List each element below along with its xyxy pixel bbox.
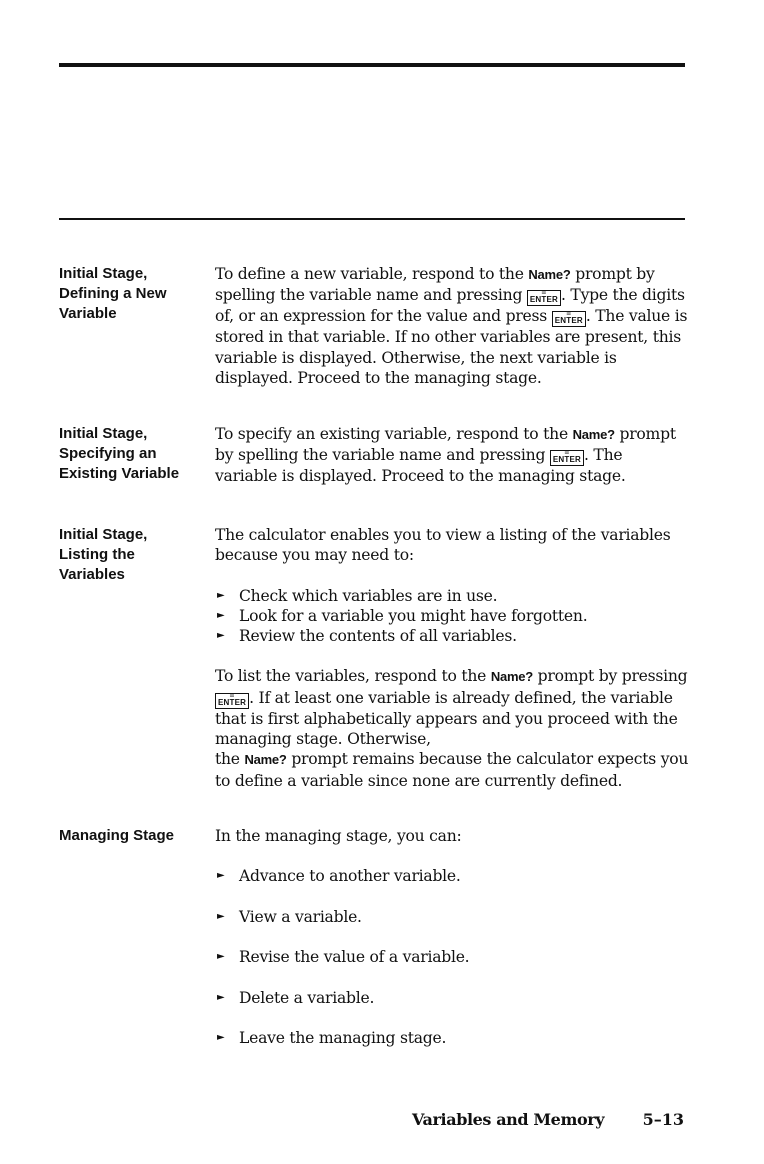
- enter-key-icon: = ENTER: [550, 450, 584, 466]
- section-heading: [59, 424, 209, 484]
- intro-text: The calculator enables you to view a listing of the variables because you may need to:: [215, 526, 671, 565]
- section-body: [215, 424, 689, 487]
- heading-line: Initial Stage,: [59, 526, 148, 543]
- top-rule-thin: [59, 218, 685, 220]
- heading-line: Variable: [59, 305, 117, 322]
- section-heading: [59, 525, 209, 585]
- body-text: prompt remains because the calculator expects you to define a variable since none are currently defined.: [215, 750, 689, 790]
- heading-line: Existing Variable: [59, 465, 180, 482]
- body-text: To list the variables, respond to the: [215, 667, 491, 686]
- list-item: ► Look for a variable you might have forgotten.: [215, 606, 689, 626]
- body-text: To define a new variable, respond to the: [215, 265, 529, 283]
- page-number: 5–13: [642, 1110, 684, 1129]
- list-item: ► Review the contents of all variables.: [215, 626, 689, 646]
- section-heading: [59, 826, 219, 846]
- intro-text: In the managing stage, you can:: [215, 827, 462, 845]
- body-text: . If at least one variable is already defined, the variable that is first alphabetically appears and you proceed with the managing stage. Otherwise,: [215, 688, 678, 749]
- bullet-list: [215, 586, 689, 647]
- body-text: . The variable is displayed. Proceed to the managing stage.: [215, 446, 626, 486]
- enter-key-icon: = ENTER: [552, 311, 586, 327]
- name-prompt-keyword: Name?: [244, 752, 287, 768]
- section-body: [215, 525, 689, 791]
- top-rule-thick: [59, 63, 685, 67]
- body-text: prompt by spelling the variable name and pressing: [215, 425, 676, 465]
- body-text: prompt by pressing: [532, 667, 688, 686]
- enter-key-icon: = ENTER: [215, 693, 249, 709]
- heading-line: Managing Stage: [59, 827, 175, 844]
- list-item: ► Check which variables are in use.: [215, 586, 689, 606]
- footer-title: Variables and Memory: [412, 1110, 605, 1129]
- body-text: prompt by spelling the variable name and pressing: [215, 265, 655, 305]
- body-text: . The value is stored in that variable. If no other variables are present, this variable is displayed. Otherwise, the next variable is displayed. Proceed to the managing stage.: [215, 307, 688, 387]
- heading-line: Listing the: [59, 546, 135, 563]
- heading-line: Specifying an: [59, 445, 157, 462]
- enter-key-icon: = ENTER: [527, 290, 561, 306]
- heading-line: Defining a New: [59, 285, 167, 302]
- section-body: [215, 826, 689, 1049]
- section-heading: [59, 264, 209, 324]
- heading-line: Initial Stage,: [59, 425, 148, 442]
- list-item: ► Delete a variable.: [215, 988, 689, 1008]
- heading-line: Variables: [59, 566, 125, 583]
- name-prompt-keyword: Name?: [490, 669, 533, 685]
- list-item: ► Leave the managing stage.: [215, 1028, 689, 1048]
- name-prompt-keyword: Name?: [572, 427, 615, 442]
- list-item: ► View a variable.: [215, 907, 689, 927]
- list-item: ► Revise the value of a variable.: [215, 947, 689, 967]
- bullet-list: [215, 866, 689, 1048]
- heading-line: Initial Stage,: [59, 265, 148, 282]
- body-text: the: [215, 750, 245, 769]
- body-text: To specify an existing variable, respond to the: [215, 425, 573, 443]
- name-prompt-keyword: Name?: [528, 267, 571, 282]
- section-body: [215, 264, 689, 388]
- body-text: . Type the digits of, or an expression for the value and press: [215, 286, 685, 326]
- list-item: ► Advance to another variable.: [215, 866, 689, 886]
